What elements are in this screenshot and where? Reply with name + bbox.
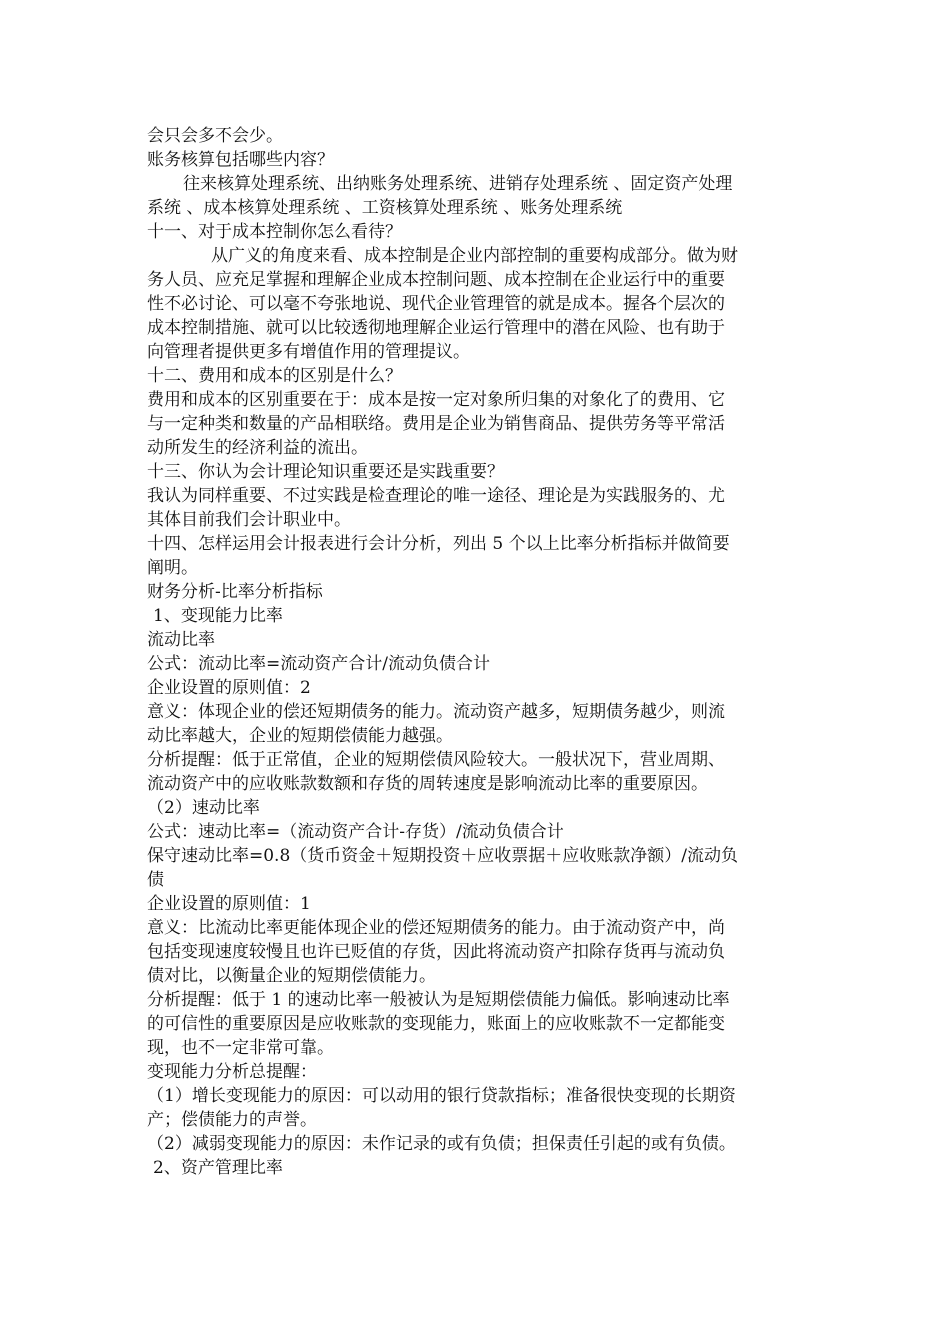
text-line: 1、变现能力比率 (153, 606, 283, 626)
text-line: 现，也不一定非常可靠。 (147, 1038, 334, 1058)
text-line: （1）增长变现能力的原因：可以动用的银行贷款指标；准备很快变现的长期资 (147, 1086, 736, 1106)
text-line: 2、资产管理比率 (153, 1158, 283, 1178)
text-line: 十一、对于成本控制你怎么看待？ (147, 222, 402, 242)
text-line: 企业设置的原则值：1 (147, 894, 311, 914)
text-line: 其体目前我们会计职业中。 (147, 510, 351, 530)
text-line: 系统 、成本核算处理系统 、工资核算处理系统 、账务处理系统 (147, 198, 623, 218)
text-line: 产；偿债能力的声誉。 (147, 1110, 317, 1130)
text-line: 会只会多不会少。 (147, 126, 283, 146)
text-line: 阐明。 (147, 558, 198, 578)
text-line: 十四、怎样运用会计报表进行会计分析，列出 5 个以上比率分析指标并做简要 (147, 534, 730, 554)
text-line: 企业设置的原则值：2 (147, 678, 311, 698)
text-line: 财务分析-比率分析指标 (147, 582, 323, 602)
text-line: 债 (147, 870, 164, 890)
text-line: 费用和成本的区别重要在于：成本是按一定对象所归集的对象化了的费用、它 (147, 390, 725, 410)
text-line: 分析提醒：低于正常值，企业的短期偿债风险较大。一般状况下，营业周期、 (147, 750, 725, 770)
text-line: 从广义的角度来看、成本控制是企业内部控制的重要构成部分。做为财 (211, 246, 738, 266)
text-line: 的可信性的重要原因是应收账款的变现能力，账面上的应收账款不一定都能变 (147, 1014, 725, 1034)
text-line: 动比率越大，企业的短期偿债能力越强。 (147, 726, 453, 746)
text-line: 十三、你认为会计理论知识重要还是实践重要？ (147, 462, 504, 482)
text-line: 债对比，以衡量企业的短期偿债能力。 (147, 966, 436, 986)
text-line: 意义：比流动比率更能体现企业的偿还短期债务的能力。由于流动资产中，尚 (147, 918, 725, 938)
text-line: 与一定种类和数量的产品相联络。费用是企业为销售商品、提供劳务等平常活 (147, 414, 725, 434)
text-line: 分析提醒：低于 1 的速动比率一般被认为是短期偿债能力偏低。影响速动比率 (147, 990, 730, 1010)
text-line: （2）速动比率 (147, 798, 260, 818)
text-line: 公式：流动比率=流动资产合计/流动负债合计 (147, 654, 490, 674)
text-line: 意义：体现企业的偿还短期债务的能力。流动资产越多，短期债务越少，则流 (147, 702, 725, 722)
text-line: 性不必讨论、可以毫不夸张地说、现代企业管理管的就是成本。握各个层次的 (147, 294, 725, 314)
text-line: 流动资产中的应收账款数额和存货的周转速度是影响流动比率的重要原因。 (147, 774, 708, 794)
text-line: 向管理者提供更多有增值作用的管理提议。 (147, 342, 470, 362)
text-line: （2）减弱变现能力的原因：未作记录的或有负债；担保责任引起的或有负债。 (147, 1134, 736, 1154)
text-line: 成本控制措施、就可以比较透彻地理解企业运行管理中的潜在风险、也有助于 (147, 318, 725, 338)
document-page (147, 124, 807, 1180)
text-line: 务人员、应充足掌握和理解企业成本控制问题、成本控制在企业运行中的重要 (147, 270, 725, 290)
text-line: 变现能力分析总提醒： (147, 1062, 317, 1082)
text-line: 包括变现速度较慢且也许已贬值的存货，因此将流动资产扣除存货再与流动负 (147, 942, 725, 962)
text-line: 十二、费用和成本的区别是什么？ (147, 366, 402, 386)
text-line: 动所发生的经济利益的流出。 (147, 438, 368, 458)
text-line: 保守速动比率=0.8（货币资金＋短期投资＋应收票据＋应收账款净额）/流动负 (147, 846, 739, 866)
text-line: 往来核算处理系统、出纳账务处理系统、进销存处理系统 、固定资产处理 (183, 174, 733, 194)
text-line: 公式：速动比率=（流动资产合计-存货）/流动负债合计 (147, 822, 564, 842)
text-line: 我认为同样重要、不过实践是检查理论的唯一途径、理论是为实践服务的、尤 (147, 486, 725, 506)
text-line: 账务核算包括哪些内容？ (147, 150, 334, 170)
text-line: 流动比率 (147, 630, 215, 650)
